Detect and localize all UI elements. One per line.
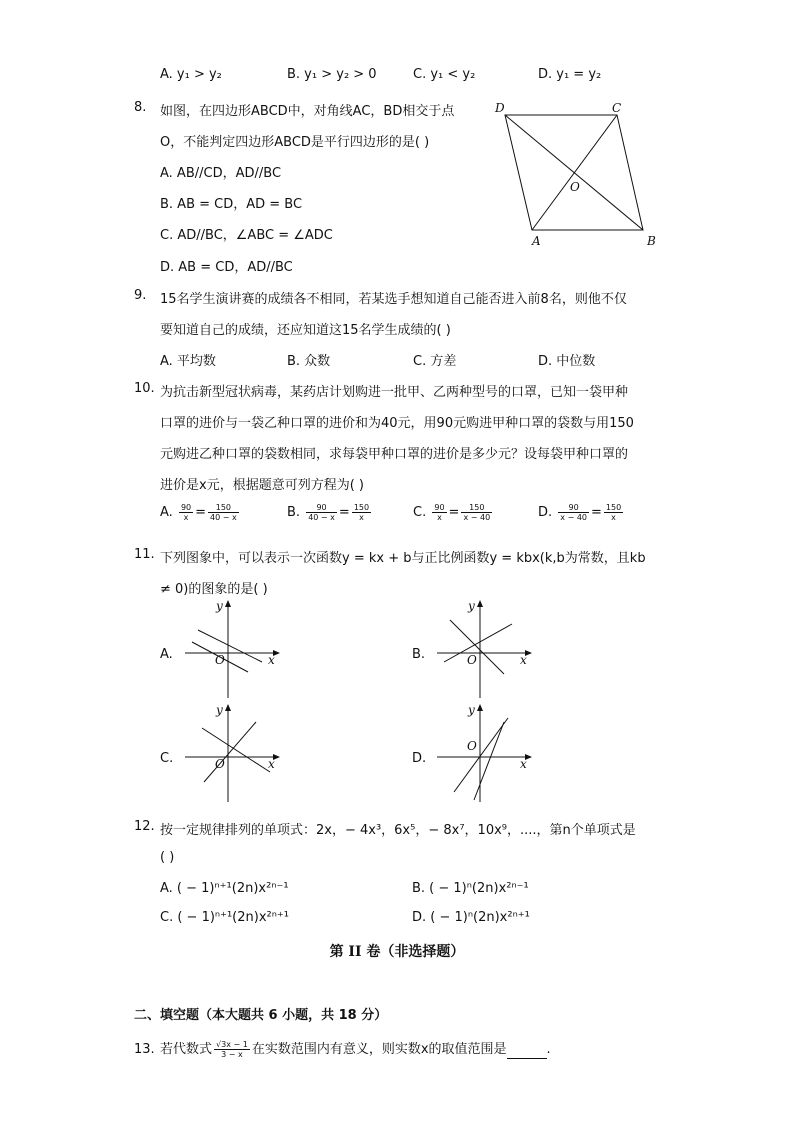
q10-number: 10. [134, 381, 155, 396]
q9-option-c: C. 方差 [413, 354, 457, 369]
q8-option-c: C. AD//BC，∠ABC = ∠ADC [160, 228, 333, 243]
q8-option-a: A. AB//CD，AD//BC [160, 166, 282, 181]
q9-number: 9. [134, 288, 147, 303]
q11-option-d-label: D. [412, 751, 427, 766]
q8-option-b: B. AB = CD，AD = BC [160, 197, 303, 212]
svg-text:x: x [520, 653, 527, 667]
q12-stem-line2: ( ) [160, 850, 175, 865]
q11-stem-line2: ≠ 0)的图象的是( ) [160, 582, 268, 597]
svg-text:x: x [268, 757, 275, 771]
q8-label-c: C [612, 101, 622, 115]
q9-stem-line1: 15名学生演讲赛的成绩各不相同，若某选手想知道自己能否进入前8名，则他不仅 [160, 292, 627, 307]
svg-text:y: y [468, 703, 475, 717]
q8-label-a: A [532, 234, 541, 248]
q9-option-d: D. 中位数 [538, 354, 596, 369]
svg-text:O: O [215, 653, 225, 667]
q13-stem: 若代数式 $\frac{√3x - 1}{3 - x}$ 在实数范围内有意义，则实数x的取值范围是 . [160, 1040, 551, 1059]
q10-stem-line1: 为抗击新型冠状病毒，某药店计划购进一批甲、乙两种型号的口罩，已知一袋甲种 [160, 385, 629, 400]
q8-label-d: D [495, 101, 505, 115]
q11-option-b-label: B. [412, 647, 426, 662]
q11-graph-d [432, 702, 542, 804]
q8-stem-line2: O，不能判定四边形ABCD是平行四边形的是( ) [160, 135, 430, 150]
q11-option-c-label: C. [160, 751, 174, 766]
q11-graph-a [180, 598, 290, 700]
svg-text:y: y [216, 703, 223, 717]
q13-number: 13. [134, 1042, 155, 1057]
q9-stem-line2: 要知道自己的成绩，还应知道这15名学生成绩的( ) [160, 323, 451, 338]
q11-number: 11. [134, 547, 155, 562]
q10-stem-line3: 元购进乙种口罩的袋数相同，求每袋甲种口罩的进价是多少元？设每袋甲种口罩的 [160, 447, 629, 462]
q10-stem-line4: 进价是x元，根据题意可列方程为( ) [160, 478, 364, 493]
svg-text:O: O [467, 739, 477, 753]
q10-option-d: D. $\frac{90}{x - 40}$ = $\frac{150}{x}$ [538, 503, 622, 522]
q11-graph-b [432, 598, 542, 700]
q8-label-b: B [647, 234, 656, 248]
q8-label-o: O [570, 180, 580, 194]
q9-option-a: A. 平均数 [160, 354, 216, 369]
q13-answer-blank[interactable] [507, 1046, 547, 1059]
q12-option-b: B. ( − 1)ⁿ(2n)x²ⁿ⁻¹ [412, 881, 529, 896]
q8-number: 8. [134, 100, 147, 115]
svg-text:O: O [215, 757, 225, 771]
svg-text:O: O [467, 653, 477, 667]
q8-stem-line1: 如图，在四边形ABCD中，对角线AC，BD相交于点 [160, 104, 455, 119]
q10-option-c: C. $\frac{90}{x}$ = $\frac{150}{x - 40}$ [413, 503, 491, 522]
q12-option-d: D. ( − 1)ⁿ(2n)x²ⁿ⁺¹ [412, 910, 530, 925]
svg-text:y: y [468, 599, 475, 613]
q11-stem-line1: 下列图象中，可以表示一次函数y = kx + b与正比例函数y = kbx(k,b为常数，且kb [160, 551, 646, 566]
q9-option-b: B. 众数 [287, 354, 331, 369]
part-two-heading: 二、填空题（本大题共 6 小题，共 18 分） [134, 1008, 388, 1023]
q11-graph-c [180, 702, 290, 804]
q8-option-d: D. AB = CD，AD//BC [160, 260, 293, 275]
q10-stem-line2: 口罩的进价与一袋乙种口罩的进价和为40元，用90元购进甲种口罩的袋数与用150 [160, 416, 634, 431]
svg-text:x: x [520, 757, 527, 771]
q12-stem-line1: 按一定规律排列的单项式：2x，− 4x³，6x⁵，− 8x⁷，10x⁹，....，第n个单项式是 [160, 823, 636, 838]
q7-option-d: D. y₁ = y₂ [538, 67, 602, 82]
q12-number: 12. [134, 819, 155, 834]
q8-parallelogram-figure [490, 95, 670, 250]
q7-option-b: B. y₁ > y₂ > 0 [287, 67, 377, 82]
svg-text:y: y [216, 599, 223, 613]
svg-text:x: x [268, 653, 275, 667]
q7-option-a: A. y₁ > y₂ [160, 67, 222, 82]
q7-option-c: C. y₁ < y₂ [413, 67, 476, 82]
q12-option-a: A. ( − 1)ⁿ⁺¹(2n)x²ⁿ⁻¹ [160, 881, 289, 896]
q12-option-c: C. ( − 1)ⁿ⁺¹(2n)x²ⁿ⁺¹ [160, 910, 289, 925]
q10-option-a: A. $\frac{90}{x}$ = $\frac{150}{40 - x}$ [160, 503, 237, 522]
q10-option-b: B. $\frac{90}{40 - x}$ = $\frac{150}{x}$ [287, 503, 370, 522]
section-title: 第 II 卷（非选择题） [329, 944, 465, 960]
q11-option-a-label: A. [160, 647, 173, 662]
